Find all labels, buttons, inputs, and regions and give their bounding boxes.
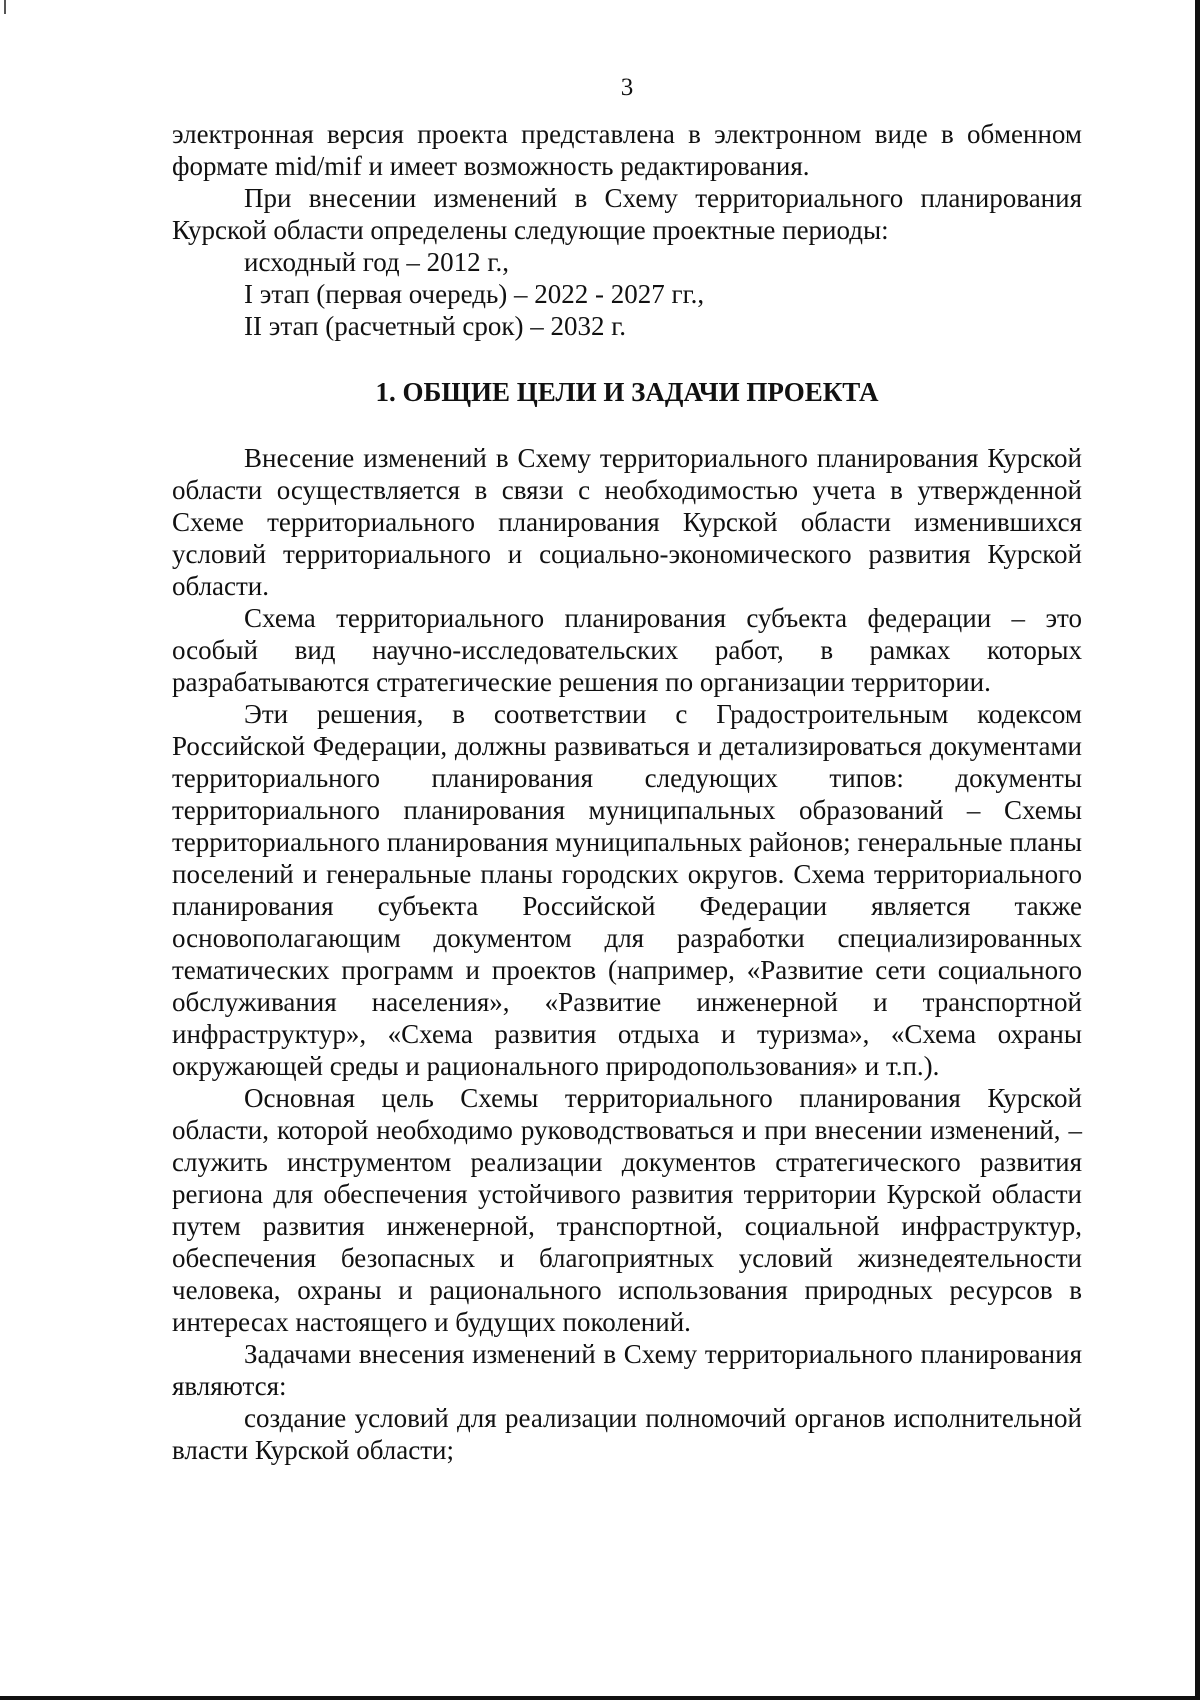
period-initial-year: исходный год – 2012 г., xyxy=(244,247,509,277)
page-number: 3 xyxy=(620,74,634,101)
section-paragraph-4: Основная цель Схемы территориального планирования Курской области, которой необходимо руководствоваться и при внесении изменений, – служить инструментом реализации документов стратегического развития региона для обеспечения устойчивого развития территории Курской области путем развития инженерной, транспортной, социальной инфраструктур, обеспечения безопасных и благоприятных условий жизнедеятельности человека, охраны и рационального использования природных ресурсов в интересах настоящего и будущих поколений. xyxy=(172,1083,1082,1337)
section-paragraph-5: Задачами внесения изменений в Схему территориального планирования являются: xyxy=(172,1339,1082,1401)
section-paragraph-2: Схема территориального планирования субъекта федерации – это особый вид научно-исследовательских работ, в рамках которых разрабатываются стратегические решения по организации территории. xyxy=(172,603,1082,697)
intro-paragraph-1: электронная версия проекта представлена в электронном виде в обменном формате mid/mif и имеет возможность редактирования. xyxy=(172,119,1082,181)
document-page xyxy=(172,72,1082,1466)
period-stage-2: II этап (расчетный срок) – 2032 г. xyxy=(244,311,626,341)
period-stage-1: I этап (первая очередь) – 2022 - 2027 гг., xyxy=(244,279,705,309)
section-title: 1. ОБЩИЕ ЦЕЛИ И ЗАДАЧИ ПРОЕКТА xyxy=(375,377,879,407)
section-paragraph-1: Внесение изменений в Схему территориального планирования Курской области осуществляется в связи с необходимостью учета в утвержденной Схеме территориального планирования Курской области изменившихся условий территориального и социально-экономического развития Курской области. xyxy=(172,443,1082,601)
intro-paragraph-2: При внесении изменений в Схему территориального планирования Курской области определены следующие проектные периоды: xyxy=(172,183,1082,245)
scan-edge-left xyxy=(4,0,6,14)
scan-edge-bottom xyxy=(0,1696,1200,1700)
scan-edge-right xyxy=(1195,0,1200,1700)
section-paragraph-6: создание условий для реализации полномочий органов исполнительной власти Курской области; xyxy=(172,1403,1082,1465)
section-paragraph-3: Эти решения, в соответствии с Градостроительным кодексом Российской Федерации, должны развиваться и детализироваться документами территориального планирования следующих типов: документы территориального планирования муниципальных образований – Схемы территориального планирования муниципальных районов; генеральные планы поселений и генеральные планы городских округов. Схема территориального планирования субъекта Российской Федерации является также основополагающим документом для разработки специализированных тематических программ и проектов (например, «Развитие сети социального обслуживания населения», «Развитие инженерной и транспортной инфраструктур», «Схема развития отдыха и туризма», «Схема охраны окружающей среды и рационального природопользования» и т.п.). xyxy=(172,699,1082,1081)
